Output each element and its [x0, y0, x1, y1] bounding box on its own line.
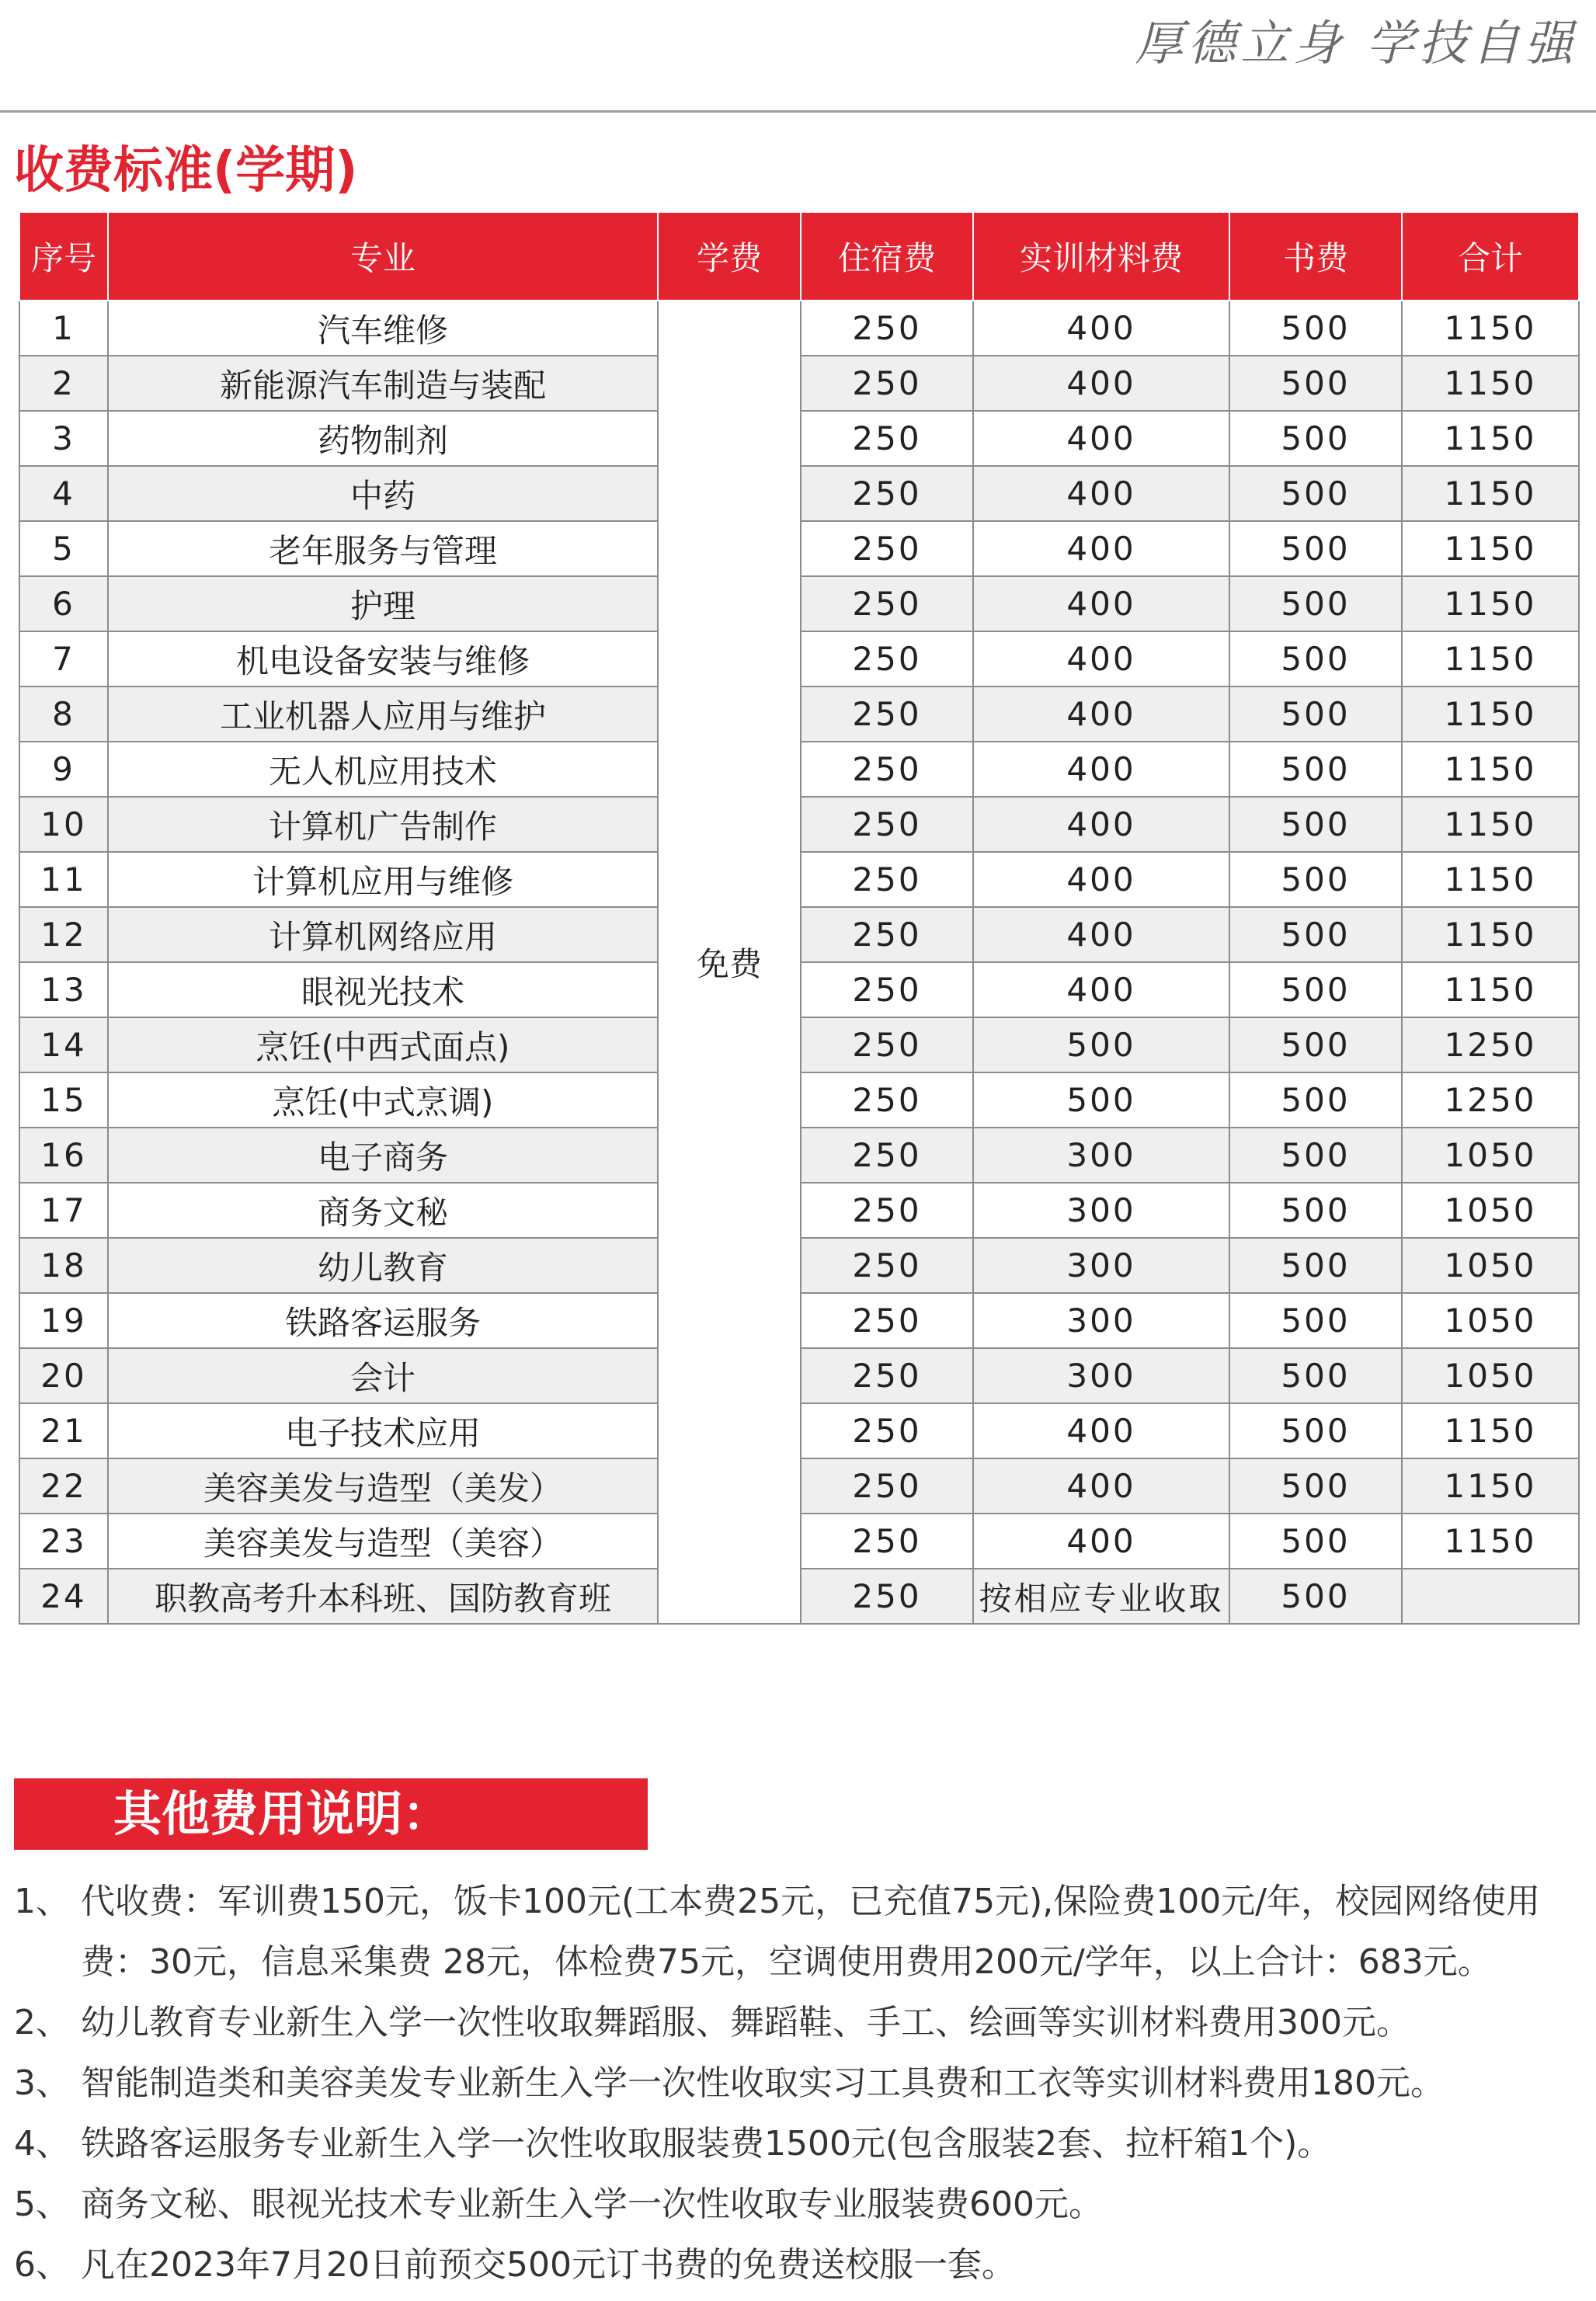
cell-books: 500: [1229, 1238, 1402, 1293]
cell-books: 500: [1229, 907, 1402, 962]
cell-books: 500: [1229, 962, 1402, 1017]
cell-major: 职教高考升本科班、国防教育班: [108, 1569, 658, 1624]
cell-major: 老年服务与管理: [108, 521, 658, 576]
cell-lodging: 250: [801, 797, 973, 852]
col-header-tuition: 学费: [658, 212, 801, 301]
cell-lodging: 250: [801, 1183, 973, 1238]
cell-books: 500: [1229, 301, 1402, 356]
note-text: 代收费：军训费150元，饭卡100元(工本费25元，已充值75元),保险费100元/年，校园网络使用费：30元，信息采集费 28元，体检费75元，空调使用费用200元/学年，以上合计：683元。: [81, 1882, 1541, 1982]
other-fees-notes: [0, 1872, 1596, 2296]
note-index: 1、: [14, 1882, 70, 1921]
cell-no: 19: [19, 1293, 108, 1348]
cell-books: 500: [1229, 852, 1402, 907]
cell-no: 16: [19, 1128, 108, 1183]
cell-major: 美容美发与造型（美发）: [108, 1458, 658, 1514]
section-title: 收费标准(学期): [14, 142, 358, 200]
cell-lodging: 250: [801, 1569, 973, 1624]
cell-no: 11: [19, 852, 108, 907]
cell-lodging: 250: [801, 1072, 973, 1128]
note-index: 3、: [14, 2063, 70, 2103]
note-text: 智能制造类和美容美发专业新生入学一次性收取实习工具费和工衣等实训材料费用180元。: [81, 2063, 1445, 2103]
cell-major: 护理: [108, 576, 658, 631]
cell-no: 17: [19, 1183, 108, 1238]
cell-lodging: 250: [801, 301, 973, 356]
cell-major: 会计: [108, 1348, 658, 1403]
cell-books: 500: [1229, 356, 1402, 411]
other-fees-title: 其他费用说明：: [14, 1778, 648, 1850]
cell-major: 机电设备安装与维修: [108, 631, 658, 686]
cell-material: 500: [973, 1072, 1229, 1128]
cell-no: 22: [19, 1458, 108, 1514]
col-header-major: 专业: [108, 212, 658, 301]
cell-no: 4: [19, 466, 108, 521]
cell-major: 商务文秘: [108, 1183, 658, 1238]
cell-material: 400: [973, 907, 1229, 962]
fee-table-body: [19, 301, 1579, 1624]
cell-lodging: 250: [801, 1458, 973, 1514]
cell-total: 1150: [1402, 576, 1579, 631]
cell-major: 电子技术应用: [108, 1403, 658, 1458]
cell-books: 500: [1229, 521, 1402, 576]
table-header-row: [19, 212, 1579, 301]
cell-major: 计算机网络应用: [108, 907, 658, 962]
note-text: 铁路客运服务专业新生入学一次性收取服装费1500元(包含服装2套、拉杆箱1个)。: [81, 2124, 1332, 2164]
cell-lodging: 250: [801, 1017, 973, 1072]
cell-total: 1250: [1402, 1072, 1579, 1128]
cell-no: 21: [19, 1403, 108, 1458]
cell-books: 500: [1229, 1293, 1402, 1348]
cell-no: 20: [19, 1348, 108, 1403]
cell-books: 500: [1229, 631, 1402, 686]
cell-total: 1150: [1402, 907, 1579, 962]
cell-lodging: 250: [801, 907, 973, 962]
cell-major: 烹饪(中式烹调): [108, 1072, 658, 1128]
cell-material: 400: [973, 466, 1229, 521]
cell-books: 500: [1229, 466, 1402, 521]
cell-lodging: 250: [801, 411, 973, 466]
cell-material: 300: [973, 1128, 1229, 1183]
cell-total: 1150: [1402, 521, 1579, 576]
cell-material: 400: [973, 962, 1229, 1017]
cell-material: 按相应专业收取: [973, 1569, 1229, 1624]
cell-books: 500: [1229, 1128, 1402, 1183]
col-header-material: 实训材料费: [973, 212, 1229, 301]
note-text: 幼儿教育专业新生入学一次性收取舞蹈服、舞蹈鞋、手工、绘画等实训材料费用300元。: [81, 2003, 1410, 2042]
cell-lodging: 250: [801, 962, 973, 1017]
cell-material: 400: [973, 356, 1229, 411]
cell-material: 500: [973, 1017, 1229, 1072]
cell-material: 400: [973, 686, 1229, 742]
cell-books: 500: [1229, 686, 1402, 742]
cell-major: 眼视光技术: [108, 962, 658, 1017]
cell-major: 计算机应用与维修: [108, 852, 658, 907]
cell-no: 10: [19, 797, 108, 852]
cell-total: 1150: [1402, 1403, 1579, 1458]
cell-no: 18: [19, 1238, 108, 1293]
col-header-no: 序号: [19, 212, 108, 301]
cell-major: 电子商务: [108, 1128, 658, 1183]
note-text: 商务文秘、眼视光技术专业新生入学一次性收取专业服装费600元。: [81, 2185, 1103, 2224]
cell-no: 12: [19, 907, 108, 962]
cell-lodging: 250: [801, 1403, 973, 1458]
cell-no: 5: [19, 521, 108, 576]
cell-total: 1050: [1402, 1128, 1579, 1183]
cell-lodging: 250: [801, 576, 973, 631]
note-item: [0, 2114, 1596, 2174]
cell-lodging: 250: [801, 1514, 973, 1569]
col-header-lodging: 住宿费: [801, 212, 973, 301]
fee-table: [19, 211, 1580, 1625]
note-index: 6、: [14, 2245, 70, 2285]
cell-major: 铁路客运服务: [108, 1293, 658, 1348]
cell-no: 7: [19, 631, 108, 686]
note-item: [0, 2235, 1596, 2296]
cell-total: 1250: [1402, 1017, 1579, 1072]
cell-material: 300: [973, 1238, 1229, 1293]
cell-material: 400: [973, 742, 1229, 797]
cell-no: 23: [19, 1514, 108, 1569]
cell-lodging: 250: [801, 742, 973, 797]
header-divider: [0, 110, 1596, 113]
cell-major: 工业机器人应用与维护: [108, 686, 658, 742]
cell-books: 500: [1229, 1403, 1402, 1458]
cell-major: 美容美发与造型（美容）: [108, 1514, 658, 1569]
note-text: 凡在2023年7月20日前预交500元订书费的免费送校服一套。: [81, 2245, 1016, 2285]
cell-no: 8: [19, 686, 108, 742]
cell-lodging: 250: [801, 466, 973, 521]
cell-total: 1050: [1402, 1348, 1579, 1403]
cell-material: 400: [973, 631, 1229, 686]
cell-major: 汽车维修: [108, 301, 658, 356]
table-row: [19, 301, 1579, 356]
cell-total: 1150: [1402, 742, 1579, 797]
cell-total: 1150: [1402, 466, 1579, 521]
cell-no: 2: [19, 356, 108, 411]
cell-lodging: 250: [801, 1238, 973, 1293]
cell-total: 1150: [1402, 1514, 1579, 1569]
cell-books: 500: [1229, 742, 1402, 797]
cell-material: 400: [973, 1403, 1229, 1458]
cell-material: 300: [973, 1293, 1229, 1348]
cell-lodging: 250: [801, 1128, 973, 1183]
cell-lodging: 250: [801, 1293, 973, 1348]
note-item: [0, 2053, 1596, 2114]
cell-total: 1150: [1402, 631, 1579, 686]
cell-material: 400: [973, 576, 1229, 631]
cell-material: 400: [973, 301, 1229, 356]
cell-major: 烹饪(中西式面点): [108, 1017, 658, 1072]
cell-material: 300: [973, 1183, 1229, 1238]
cell-material: 400: [973, 521, 1229, 576]
cell-material: 400: [973, 1458, 1229, 1514]
cell-books: 500: [1229, 1183, 1402, 1238]
cell-total: 1150: [1402, 301, 1579, 356]
cell-books: 500: [1229, 1348, 1402, 1403]
cell-major: 新能源汽车制造与装配: [108, 356, 658, 411]
cell-total: 1050: [1402, 1183, 1579, 1238]
cell-no: 6: [19, 576, 108, 631]
cell-total: 1050: [1402, 1238, 1579, 1293]
cell-major: 无人机应用技术: [108, 742, 658, 797]
cell-no: 14: [19, 1017, 108, 1072]
cell-books: 500: [1229, 1569, 1402, 1624]
cell-no: 3: [19, 411, 108, 466]
cell-total: 1150: [1402, 852, 1579, 907]
cell-total: 1150: [1402, 962, 1579, 1017]
cell-lodging: 250: [801, 356, 973, 411]
note-index: 5、: [14, 2185, 70, 2224]
cell-total: 1150: [1402, 411, 1579, 466]
cell-books: 500: [1229, 1458, 1402, 1514]
cell-major: 中药: [108, 466, 658, 521]
cell-books: 500: [1229, 576, 1402, 631]
cell-books: 500: [1229, 797, 1402, 852]
cell-total: 1150: [1402, 686, 1579, 742]
cell-no: 24: [19, 1569, 108, 1624]
cell-material: 300: [973, 1348, 1229, 1403]
cell-total: 1050: [1402, 1293, 1579, 1348]
note-item: [0, 1872, 1596, 1993]
school-motto: 厚德立身 学技自强: [1135, 15, 1577, 71]
cell-total: 1150: [1402, 797, 1579, 852]
cell-material: 400: [973, 797, 1229, 852]
col-header-total: 合计: [1402, 212, 1579, 301]
cell-material: 400: [973, 411, 1229, 466]
cell-lodging: 250: [801, 631, 973, 686]
cell-books: 500: [1229, 1072, 1402, 1128]
cell-no: 1: [19, 301, 108, 356]
cell-lodging: 250: [801, 1348, 973, 1403]
cell-total: 1150: [1402, 356, 1579, 411]
cell-no: 9: [19, 742, 108, 797]
cell-books: 500: [1229, 1514, 1402, 1569]
cell-books: 500: [1229, 411, 1402, 466]
cell-major: 计算机广告制作: [108, 797, 658, 852]
cell-no: 13: [19, 962, 108, 1017]
cell-lodging: 250: [801, 852, 973, 907]
col-header-books: 书费: [1229, 212, 1402, 301]
note-item: [0, 1993, 1596, 2053]
cell-total: 1150: [1402, 1458, 1579, 1514]
cell-major: 幼儿教育: [108, 1238, 658, 1293]
cell-total: [1402, 1569, 1579, 1624]
cell-tuition-free: 免费: [658, 301, 801, 1624]
cell-major: 药物制剂: [108, 411, 658, 466]
cell-material: 400: [973, 852, 1229, 907]
cell-lodging: 250: [801, 521, 973, 576]
note-item: [0, 2174, 1596, 2235]
cell-lodging: 250: [801, 686, 973, 742]
cell-no: 15: [19, 1072, 108, 1128]
cell-books: 500: [1229, 1017, 1402, 1072]
note-index: 2、: [14, 2003, 70, 2042]
cell-material: 400: [973, 1514, 1229, 1569]
note-index: 4、: [14, 2124, 70, 2164]
